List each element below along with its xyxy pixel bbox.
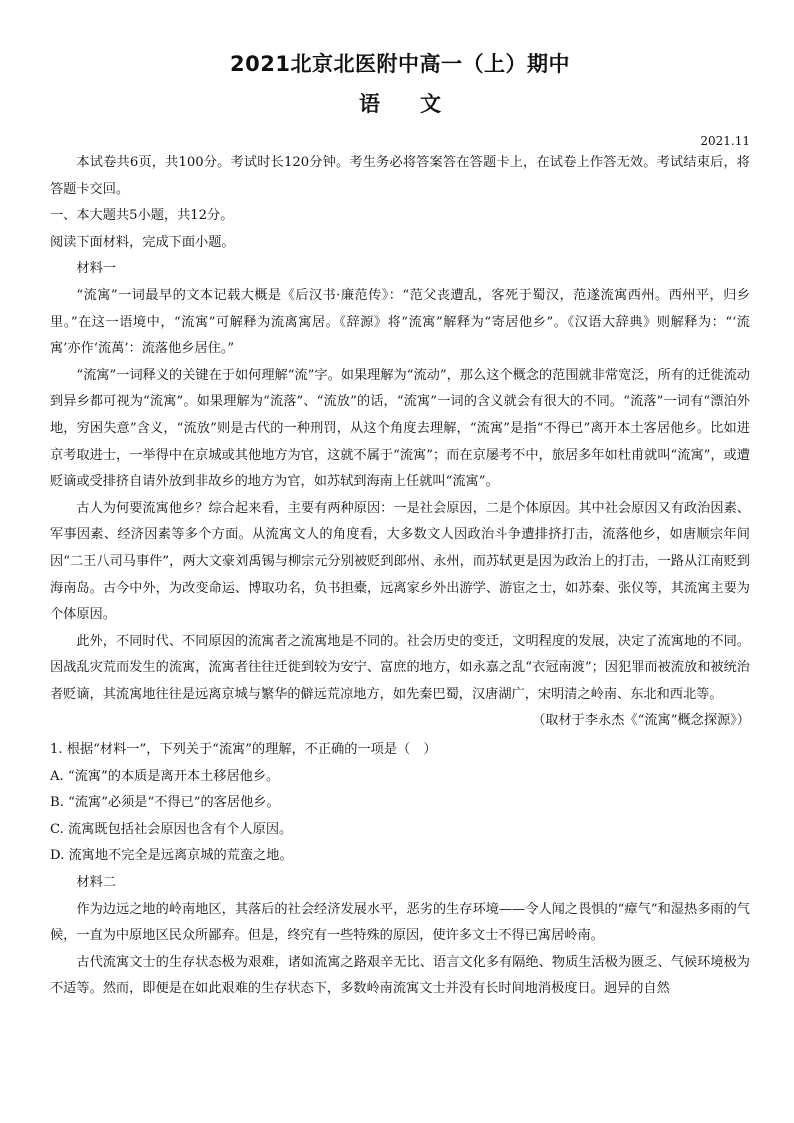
material2-label: 材料二 [76, 875, 116, 891]
exam-date: 2021.11 [700, 134, 750, 148]
instructions: 本试卷共6页，共100分。考试时长120分钟。考生务必将答案答在答题卡上，在试卷上作答无效。考试结束后，将答题卡交回。 [50, 155, 750, 197]
question1-option-a: A. “流寓”的本质是离开本土移居他乡。 [50, 768, 280, 784]
material1-source: （取材于李永杰《“流寓”概念探源》） [532, 713, 750, 729]
question1-stem: 1. 根据“材料一”，下列关于“流寓”的理解，不正确的一项是（ ） [50, 742, 437, 758]
material1-paragraph: “流寓”一词释义的关键在于如何理解“流”字。如果理解为“流动”，那么这个概念的范围就非常宽泛，所有的迁徙流动到异乡都可视为“流寓”。如果理解为“流落”、“流放”的话，“流寓”一词的含义就会有很大的不同。“流落”一词有“漂泊外地，穷困失意”含义，“流放”则是古代的一种刑罚，从这个角度去理解，“流寓”是指“不得已”离开本土客居他乡。比如进京考取进士，一举得中在京城或其他地方为官，这就不属于“流寓”；而在京屡考不中，旅居多年如杜甫就叫“流寓”，或遭贬谪或受排挤自请外放到非故乡的地方为官，如苏轼到海南上任就叫“流寓”。 [50, 367, 750, 490]
subject-title: 语文 [359, 92, 481, 116]
material2-paragraph: 古代流寓文士的生存状态极为艰难，诸如流寓之路艰辛无比、语言文化多有隔绝、物质生活极为匮乏、气候环境极为不适等。然而，即便是在如此艰难的生存状态下，多数岭南流寓文士并没有长时间地消极度日。迥异的自然 [50, 954, 750, 997]
exam-title: 2021北京北医附中高一（上）期中 [230, 52, 570, 76]
question1-option-b: B. “流寓”必须是“不得已”的客居他乡。 [50, 795, 280, 811]
material1-label: 材料一 [76, 261, 116, 277]
exam-page [50, 48, 750, 1003]
material2-paragraph: 作为边远之地的岭南地区，其落后的社会经济发展水平，恶劣的生存环境——令人闻之畏惧的“瘴气”和湿热多雨的气候，一直为中原地区民众所鄙弃。但是，终究有一些特殊的原因，使许多文士不得已寓居岭南。 [50, 901, 750, 944]
material1-paragraph: 古人为何要流寓他乡？综合起来看，主要有两种原因：一是社会原因，二是个体原因。其中社会原因又有政治因素、军事因素、经济因素等多个方面。从流寓文人的角度看，大多数文人因政治斗争遭排挤打击，流落他乡，如唐顺宗年间因“二王八司马事件”，两大文豪刘禹锡与柳宗元分别被贬到郎州、永州，而苏轼更是因为政治上的打击，一路从江南贬到海南岛。古今中外，为改变命运、博取功名，负书担橐，远离家乡外出游学、游宦之士，如苏秦、张仪等，其流寓主要为个体原因。 [50, 500, 750, 623]
section-prompt: 阅读下面材料，完成下面小题。 [50, 234, 235, 250]
section-heading: 一、本大题共5小题，共12分。 [50, 208, 234, 224]
material1-paragraph: “流寓”一词最早的文本记载大概是《后汉书·廉范传》：“范父丧遭乱，客死于蜀汉，范遂流寓西州。西州平，归乡里。”在这一语境中，“流寓”可解释为流离寓居。《辞源》将“流寓”解释为“寄居他乡”。《汉语大辞典》则解释为：“‘流寓’亦作‘流萬’：流落他乡居住。” [50, 287, 750, 357]
question1-option-d: D. 流寓地不完全是远离京城的荒蛮之地。 [50, 848, 293, 864]
material1-paragraph: 此外，不同时代、不同原因的流寓者之流寓地是不同的。社会历史的变迁，文明程度的发展，决定了流寓地的不同。因战乱灾荒而发生的流寓，流寓者往往迁徙到较为安宁、富庶的地方，如永嘉之乱“衣冠南渡”；因犯罪而被流放和被统治者贬谪，其流寓地往往是远离京城与繁华的僻远荒凉地方，如先秦巴蜀，汉唐湖广，宋明清之岭南、东北和西北等。 [50, 633, 750, 702]
question1-option-c: C. 流寓既包括社会原因也含有个人原因。 [50, 821, 293, 837]
